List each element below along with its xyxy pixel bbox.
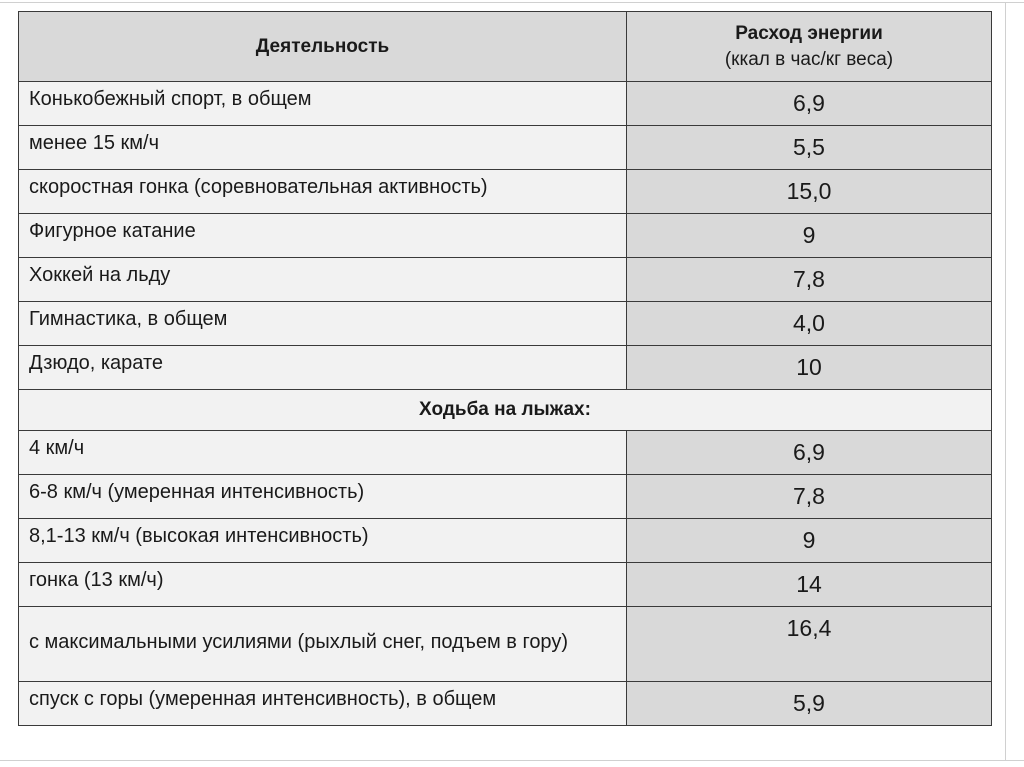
activity-cell: менее 15 км/ч [19, 126, 627, 170]
value-cell: 6,9 [627, 82, 992, 126]
activity-cell: 4 км/ч [19, 431, 627, 475]
value-cell: 9 [627, 214, 992, 258]
value-cell: 14 [627, 563, 992, 607]
activity-cell: Хоккей на льду [19, 258, 627, 302]
right-rule [1005, 2, 1006, 760]
value-cell: 9 [627, 519, 992, 563]
table-row [19, 607, 992, 682]
section-row [19, 390, 992, 431]
header-energy-title: Расход энергии [735, 22, 883, 44]
table-row [19, 82, 992, 126]
value-cell: 4,0 [627, 302, 992, 346]
value-cell: 16,4 [627, 607, 992, 682]
table-row [19, 346, 992, 390]
table-row [19, 519, 992, 563]
bottom-rule [0, 760, 1024, 761]
activity-cell: Фигурное катание [19, 214, 627, 258]
table-row [19, 170, 992, 214]
table-row [19, 258, 992, 302]
activity-cell: с максимальными усилиями (рыхлый снег, подъем в гору) [19, 607, 627, 682]
header-activity: Деятельность [19, 12, 627, 82]
activity-cell: скоростная гонка (соревновательная активность) [19, 170, 627, 214]
activity-cell: гонка (13 км/ч) [19, 563, 627, 607]
activity-cell: спуск с горы (умеренная интенсивность), в общем [19, 682, 627, 726]
top-rule [0, 2, 1024, 3]
header-energy [627, 12, 992, 82]
value-cell: 5,5 [627, 126, 992, 170]
value-cell: 7,8 [627, 475, 992, 519]
activity-cell: Дзюдо, карате [19, 346, 627, 390]
activity-cell: 8,1-13 км/ч (высокая интенсивность) [19, 519, 627, 563]
table-row [19, 475, 992, 519]
header-energy-units: (ккал в час/кг веса) [724, 48, 894, 70]
section-title: Ходьба на лыжах: [19, 390, 992, 431]
value-cell: 7,8 [627, 258, 992, 302]
value-cell: 6,9 [627, 431, 992, 475]
table-row [19, 682, 992, 726]
energy-expenditure-table [18, 11, 992, 726]
activity-cell: 6-8 км/ч (умеренная интенсивность) [19, 475, 627, 519]
activity-cell: Гимнастика, в общем [19, 302, 627, 346]
table-row [19, 431, 992, 475]
value-cell: 5,9 [627, 682, 992, 726]
table-row [19, 214, 992, 258]
table-row [19, 563, 992, 607]
value-cell: 15,0 [627, 170, 992, 214]
table-header-row [19, 12, 992, 82]
value-cell: 10 [627, 346, 992, 390]
table-row [19, 126, 992, 170]
activity-cell: Конькобежный спорт, в общем [19, 82, 627, 126]
table-row [19, 302, 992, 346]
